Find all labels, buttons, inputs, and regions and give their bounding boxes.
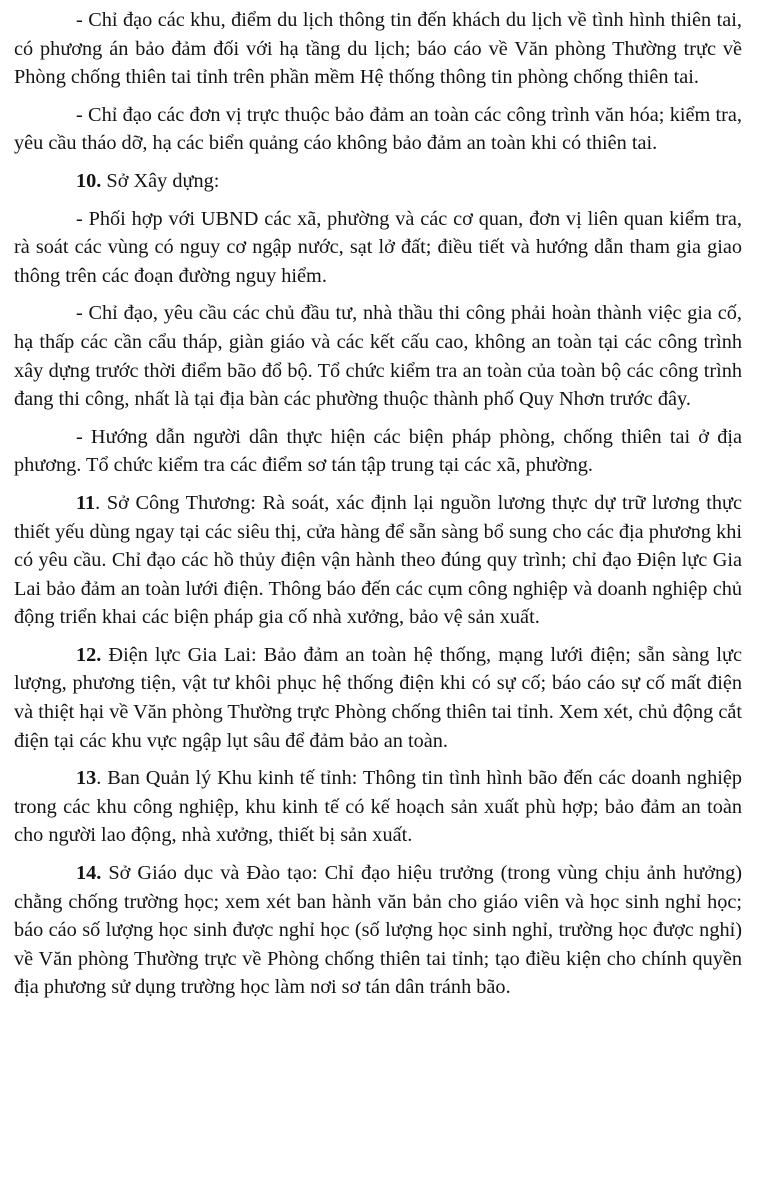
section-heading-10 [14, 167, 742, 196]
section-13-economic-zone [14, 764, 742, 850]
paragraph-construction-cranes [14, 299, 742, 413]
paragraph-culture-safety [14, 101, 742, 158]
paragraph-construction-evacuation [14, 423, 742, 480]
section-text: . Ban Quản lý Khu kinh tế tỉnh: Thông tin tình hình bão đến các doanh nghiệp trong các khu công nghiệp, khu kinh tế có kế hoạch sản xuất phù hợp; bảo đảm an toàn cho người lao động, nhà xưởng, thiết bị sản xuất. [14, 767, 742, 847]
paragraph-text: - Chỉ đạo các khu, điểm du lịch thông tin đến khách du lịch về tình hình thiên tai, có phương án bảo đảm đối với hạ tầng du lịch; báo cáo về Văn phòng Thường trực về Phòng chống thiên tai tỉnh trên phần mềm Hệ thống thông tin phòng chống thiên tai. [14, 9, 742, 89]
section-number: 13 [76, 767, 97, 790]
paragraph-tourism-info [14, 6, 742, 92]
paragraph-text: - Chỉ đạo, yêu cầu các chủ đầu tư, nhà thầu thi công phải hoàn thành việc gia cố, hạ thấp các cần cẩu tháp, giàn giáo và các kết cấu cao, không an toàn tại các công trình xây dựng trước thời điểm bão đổ bộ. Tổ chức kiểm tra an toàn của toàn bộ các công trình đang thi công, nhất là tại địa bàn các phường thuộc thành phố Quy Nhơn trước đây. [14, 302, 742, 411]
paragraph-text: - Hướng dẫn người dân thực hiện các biện pháp phòng, chống thiên tai ở địa phương. Tổ chức kiểm tra các điểm sơ tán tập trung tại các xã, phường. [14, 425, 742, 477]
section-11-industry-trade [14, 489, 742, 632]
section-number: 12. [76, 643, 102, 666]
section-number: 14. [76, 862, 102, 885]
section-number: 10. [76, 169, 102, 192]
section-text: Sở Giáo dục và Đào tạo: Chỉ đạo hiệu trưởng (trong vùng chịu ảnh hưởng) chằng chống trường học; xem xét ban hành văn bản cho giáo viên và học sinh nghỉ học; báo cáo số lượng học sinh được nghỉ học (số lượng học sinh nghỉ, trường học được nghỉ) về Văn phòng Thường trực về Phòng chống thiên tai tỉnh; tạo điều kiện cho chính quyền địa phương sử dụng trường học làm nơi sơ tán dân tránh bão. [14, 862, 742, 999]
section-number: 11 [76, 491, 96, 514]
paragraph-construction-coordination [14, 205, 742, 291]
section-text: . Sở Công Thương: Rà soát, xác định lại nguồn lương thực dự trữ lương thực thiết yếu dùng ngay tại các siêu thị, cửa hàng để sẵn sàng bổ sung cho các địa phương khi có yêu cầu. Chỉ đạo các hồ thủy điện vận hành theo đúng quy trình; chỉ đạo Điện lực Gia Lai bảo đảm an toàn lưới điện. Thông báo đến các cụm công nghiệp và doanh nghiệp chủ động triển khai các biện pháp gia cố nhà xưởng, bảo vệ sản xuất. [14, 491, 742, 629]
paragraph-text: - Chỉ đạo các đơn vị trực thuộc bảo đảm an toàn các công trình văn hóa; kiểm tra, yêu cầu tháo dỡ, hạ các biển quảng cáo không bảo đảm an toàn khi có thiên tai. [14, 103, 742, 155]
paragraph-text: - Phối hợp với UBND các xã, phường và các cơ quan, đơn vị liên quan kiểm tra, rà soát các vùng có nguy cơ ngập nước, sạt lở đất; điều tiết và hướng dẫn tham gia giao thông trên các đoạn đường nguy hiểm. [14, 207, 742, 287]
section-14-education [14, 859, 742, 1002]
section-title: Sở Xây dựng: [101, 169, 220, 192]
section-12-electricity [14, 641, 742, 755]
section-text: Điện lực Gia Lai: Bảo đảm an toàn hệ thống, mạng lưới điện; sẵn sàng lực lượng, phương tiện, vật tư khôi phục hệ thống điện khi có sự cố; báo cáo sự cố mất điện và thiệt hại về Văn phòng Thường trực Phòng chống thiên tai tỉnh. Xem xét, chủ động cắt điện tại các khu vực ngập lụt sâu để đảm bảo an toàn. [14, 643, 742, 752]
